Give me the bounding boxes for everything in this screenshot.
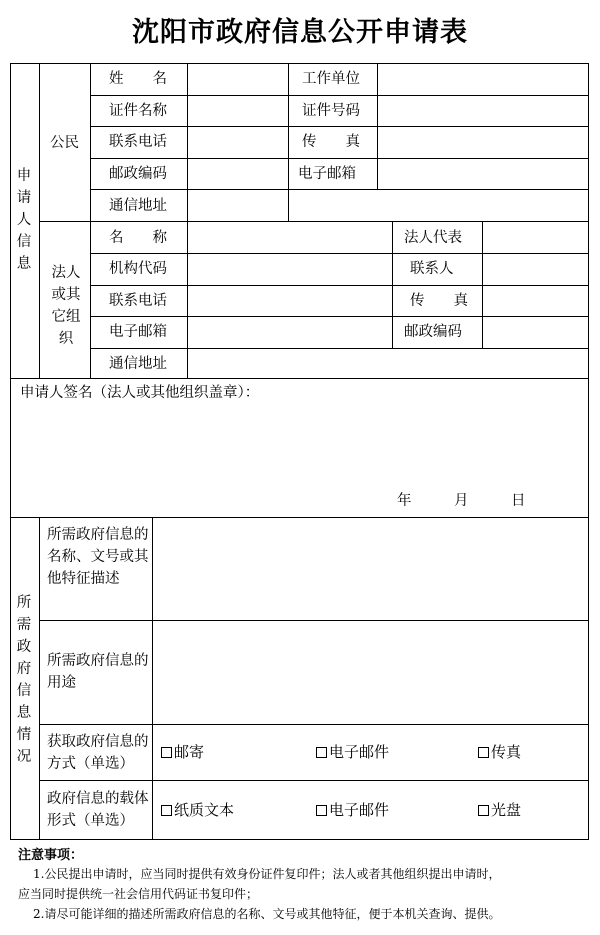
signature-field[interactable]	[11, 405, 588, 485]
org-label: 法人或其它组织	[51, 265, 81, 347]
checkbox-icon	[161, 805, 172, 816]
applicant-section-label: 申请人信息	[16, 168, 32, 272]
citizen-email-label: 电子邮箱	[298, 166, 356, 182]
signature-month: 月	[454, 493, 469, 509]
citizen-id-type-label: 证件名称	[109, 103, 167, 119]
citizen-postcode-label: 邮政编码	[109, 166, 167, 182]
org-name-field[interactable]	[188, 222, 391, 252]
checkbox-icon	[478, 747, 489, 758]
citizen-work-unit-field[interactable]	[378, 64, 588, 94]
checkbox-icon	[316, 805, 327, 816]
notes-heading: 注意事项：	[18, 848, 84, 863]
org-phone-field[interactable]	[188, 286, 391, 315]
citizen-fax-field[interactable]	[378, 127, 588, 157]
org-contact-field[interactable]	[483, 254, 588, 284]
org-postcode-label: 邮政编码	[404, 324, 462, 340]
citizen-postcode-field[interactable]	[188, 159, 287, 188]
signature-year: 年	[397, 493, 412, 509]
org-postcode-field[interactable]	[483, 317, 588, 347]
citizen-email-field[interactable]	[378, 159, 588, 188]
citizen-id-number-field[interactable]	[378, 96, 588, 125]
carrier-label: 政府信息的载体形式（单选）	[47, 791, 149, 829]
signature-day: 日	[511, 493, 526, 509]
note-item-2: 2.请尽可能详细的描述所需政府信息的名称、文号或其他特征，便于本机关查询、提供。	[33, 907, 501, 921]
method-label: 获取政府信息的方式（单选）	[47, 734, 149, 772]
citizen-id-type-field[interactable]	[188, 96, 287, 125]
org-address-label: 通信地址	[109, 356, 167, 372]
org-code-field[interactable]	[188, 254, 391, 284]
checkbox-icon	[161, 747, 172, 758]
method-option-email[interactable]: 电子邮件	[316, 743, 389, 761]
checkbox-icon	[316, 747, 327, 758]
org-address-field[interactable]	[188, 349, 588, 377]
org-name-label: 名 称	[109, 230, 167, 246]
citizen-name-field[interactable]	[188, 64, 287, 94]
org-legal-rep-field[interactable]	[483, 222, 588, 252]
carrier-option-email[interactable]: 电子邮件	[316, 801, 389, 819]
citizen-fax-label: 传 真	[302, 134, 360, 150]
org-code-label: 机构代码	[109, 261, 167, 277]
signature-label: 申请人签名（法人或其他组织盖章）：	[20, 385, 260, 401]
method-option-mail[interactable]: 邮寄	[161, 743, 204, 761]
carrier-option-paper[interactable]: 纸质文本	[161, 801, 234, 819]
org-phone-label: 联系电话	[109, 293, 167, 309]
carrier-option-disc[interactable]: 光盘	[478, 801, 521, 819]
org-fax-field[interactable]	[483, 286, 588, 315]
org-fax-label: 传 真	[410, 293, 468, 309]
info-use-field[interactable]	[153, 621, 588, 723]
citizen-label: 公民	[50, 135, 79, 151]
info-desc-field[interactable]	[153, 518, 588, 619]
citizen-name-label: 姓 名	[109, 71, 167, 87]
citizen-id-number-label: 证件号码	[302, 103, 360, 119]
citizen-phone-label: 联系电话	[109, 134, 167, 150]
citizen-address-label: 通信地址	[109, 198, 167, 214]
citizen-phone-field[interactable]	[188, 127, 287, 157]
checkbox-icon	[478, 805, 489, 816]
note-item-1-line-1: 1.公民提出申请时，应当同时提供有效身份证件复印件；法人或者其他组织提出申请时，	[33, 867, 501, 881]
info-desc-label: 所需政府信息的名称、文号或其他特征描述	[47, 527, 149, 587]
info-use-label: 所需政府信息的用途	[47, 653, 149, 691]
org-email-label: 电子邮箱	[109, 324, 167, 340]
org-email-field[interactable]	[188, 317, 391, 347]
method-option-fax[interactable]: 传真	[478, 743, 521, 761]
org-legal-rep-label: 法人代表	[404, 230, 462, 246]
note-item-1-line-2: 应当同时提供统一社会信用代码证书复印件；	[18, 887, 259, 901]
org-contact-label: 联系人	[410, 261, 454, 277]
citizen-work-unit-label: 工作单位	[302, 71, 360, 87]
citizen-address-field[interactable]	[188, 190, 588, 220]
form-title: 沈阳市政府信息公开申请表	[132, 17, 468, 48]
request-section-label: 所需政府信息情况	[16, 595, 32, 765]
